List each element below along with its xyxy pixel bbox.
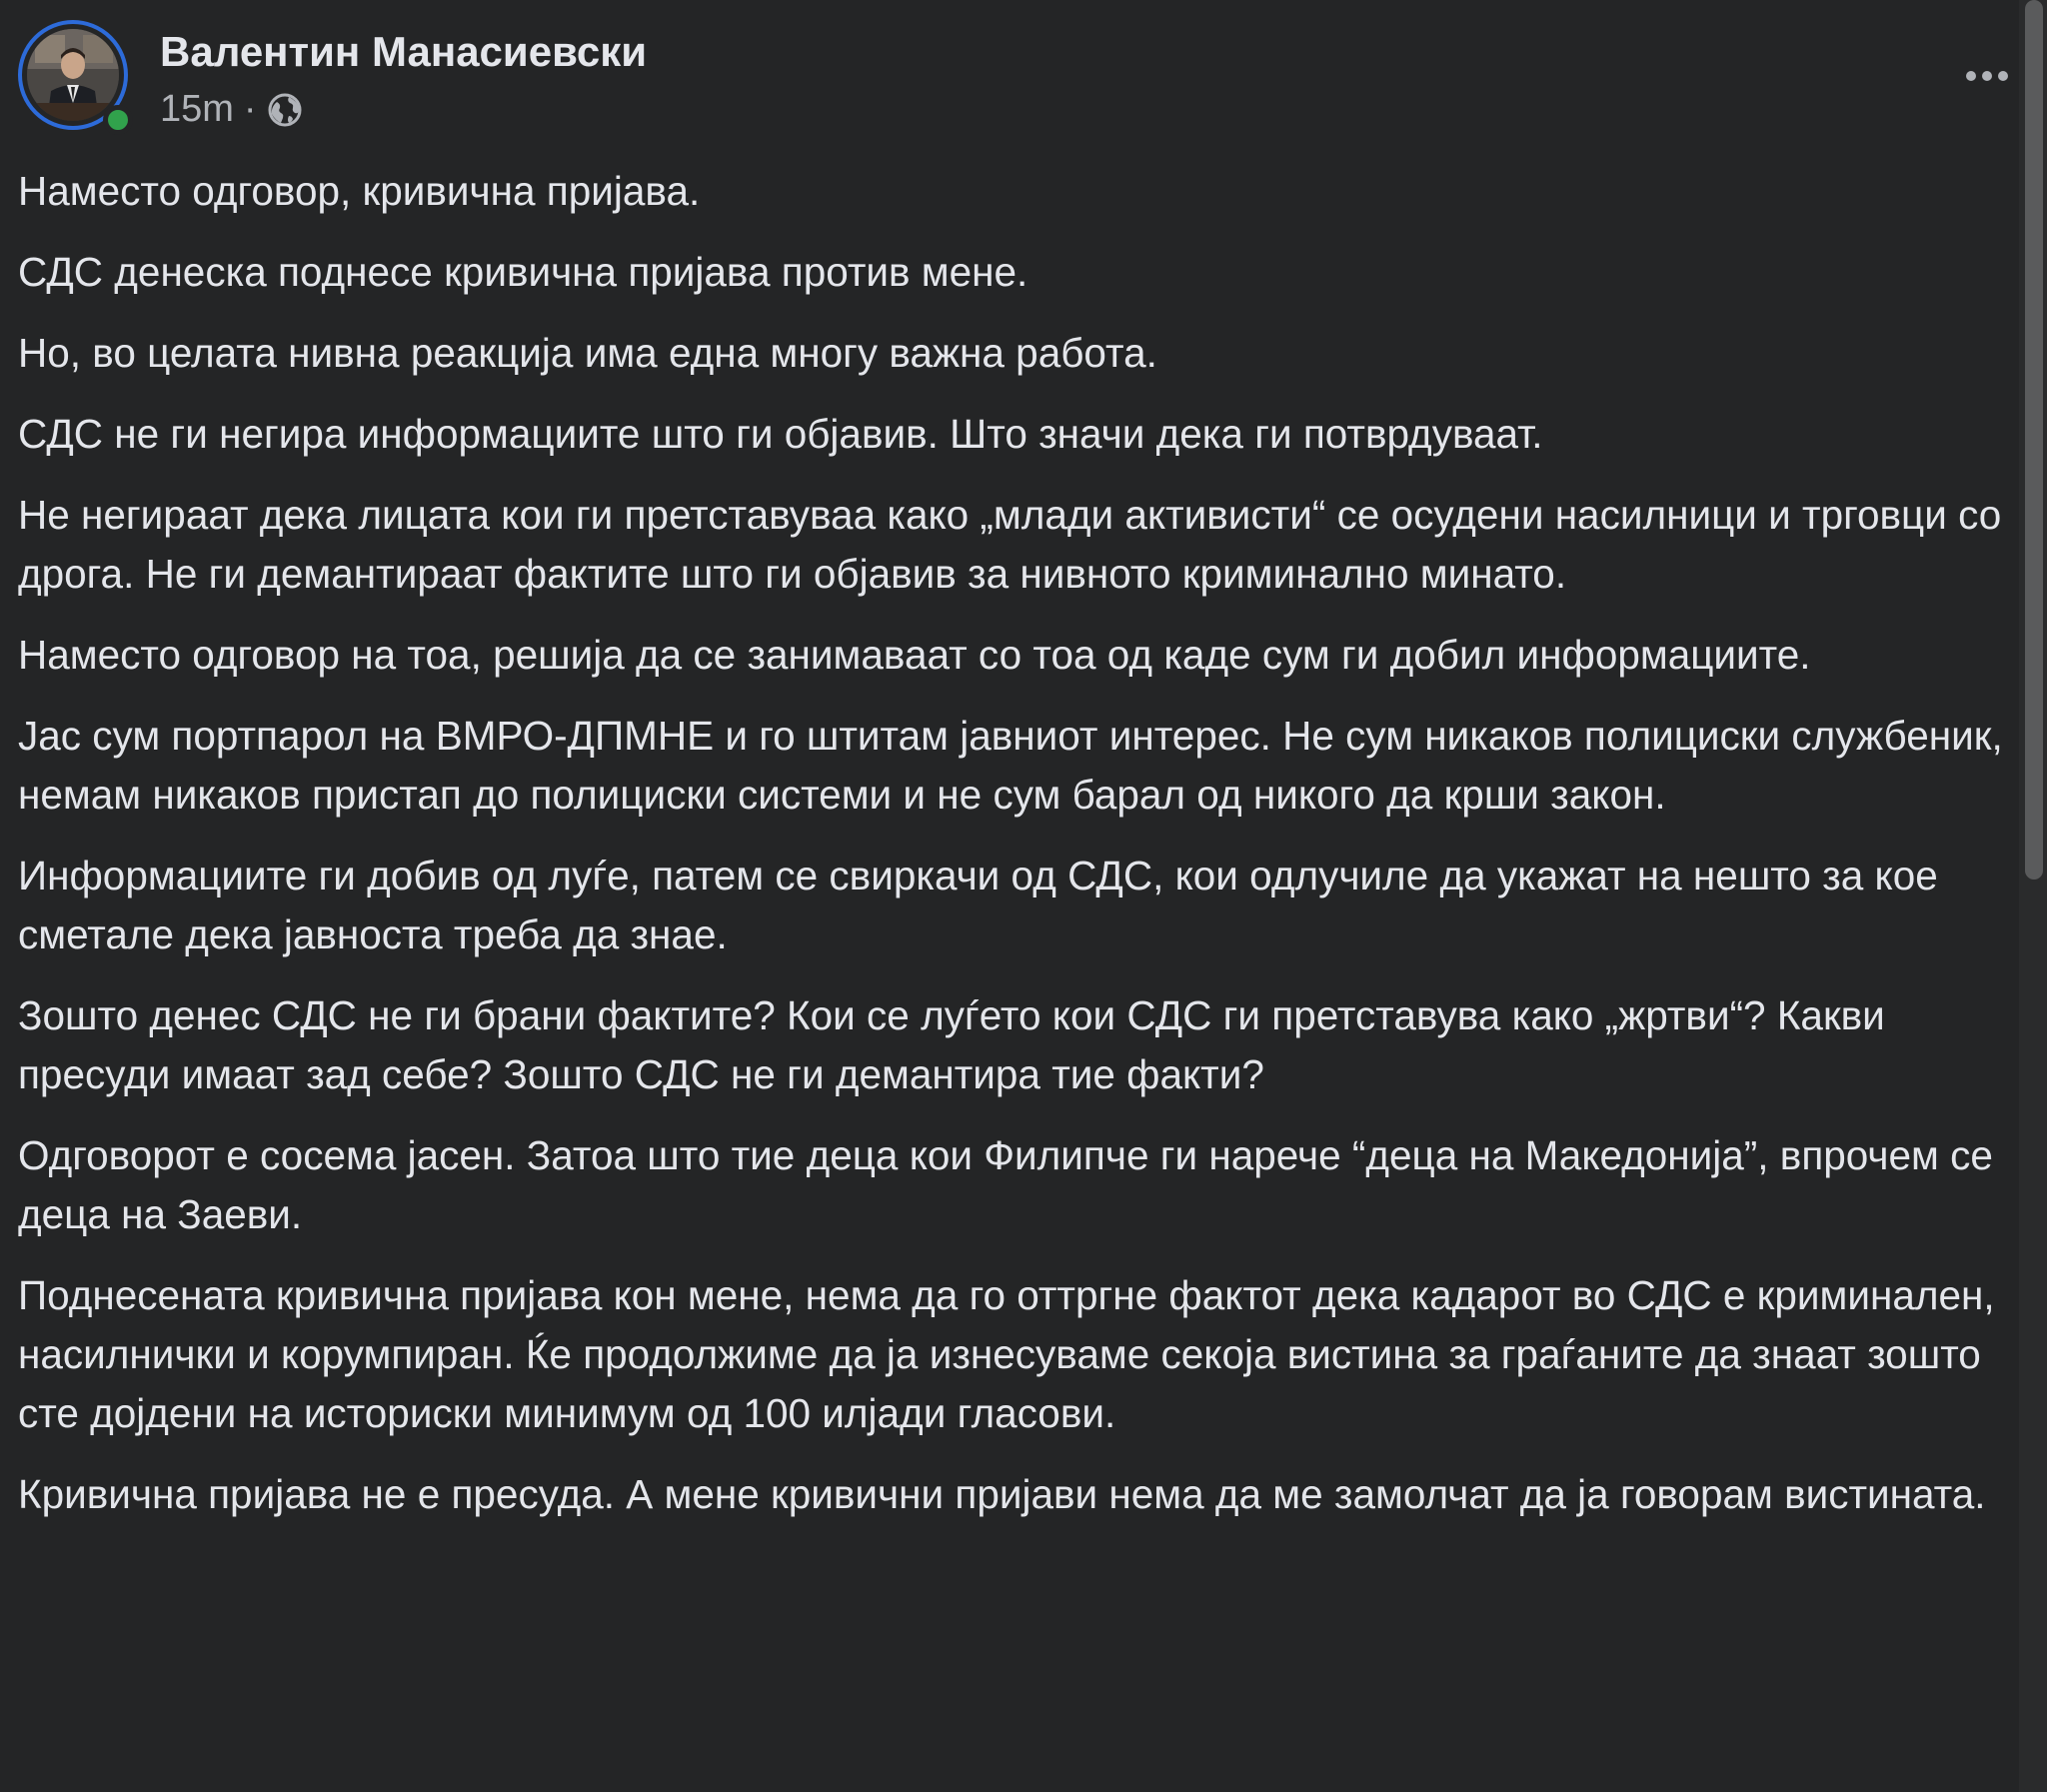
author-avatar[interactable] bbox=[18, 20, 136, 138]
author-name[interactable]: Валентин Манасиевски bbox=[160, 28, 648, 75]
post-text bbox=[18, 162, 2019, 1546]
avatar-image bbox=[27, 29, 119, 121]
post-paragraph: Информациите ги добив од луѓе, патем се свиркачи од СДС, кои одлучиле да укажат на нешто за кое сметале дека јавноста треба да знае. bbox=[18, 853, 1938, 957]
online-status-dot bbox=[103, 105, 133, 135]
post-paragraph: Поднесената кривична пријава кон мене, нема да го оттргне фактот дека кадарот во СДС е криминален, насилнички и корумпиран. Ќе продолжиме да ја изнесуваме секоја вистина за граѓаните да знаат зошто сте дојдени на историски минимум од 100 илјади гласови. bbox=[18, 1272, 1995, 1436]
post-header bbox=[18, 20, 2017, 140]
post-paragraph: Наместо одговор на тоа, решија да се занимаваат со тоа од каде сум ги добил информациите. bbox=[18, 632, 1811, 678]
more-horizontal-icon bbox=[1966, 71, 2008, 81]
post-paragraph: Но, во целата нивна реакција има една многу важна работа. bbox=[18, 330, 1157, 376]
post-paragraph: Јас сум портпарол на ВМРО-ДПМНЕ и го штитам јавниот интерес. Не сум никаков полициски службеник, немам никаков пристап до полициски системи и не сум барал од никого да крши закон. bbox=[18, 713, 2003, 818]
post-paragraph: Зошто денес СДС не ги брани фактите? Кои се луѓето кои СДС ги претставува како „жртви“? Какви пресуди имаат зад себе? Зошто СДС не ги демантира тие факти? bbox=[18, 992, 1885, 1097]
globe-icon[interactable] bbox=[267, 92, 303, 128]
post-time[interactable]: 15m bbox=[160, 88, 234, 130]
post-meta bbox=[160, 88, 303, 131]
post-paragraph: Кривична пријава не е пресуда. А мене кривични пријави нема да ме замолчат да ја говорам вистината. bbox=[18, 1471, 1986, 1517]
scrollbar-track[interactable] bbox=[2019, 0, 2047, 1792]
meta-separator: · bbox=[243, 88, 257, 130]
post-paragraph: СДС денеска поднесе кривична пријава против мене. bbox=[18, 249, 1028, 295]
avatar-photo bbox=[27, 29, 119, 121]
more-options-button[interactable] bbox=[1957, 56, 2017, 96]
scrollbar-thumb[interactable] bbox=[2025, 0, 2043, 880]
post-paragraph: СДС не ги негира информациите што ги објавив. Што значи дека ги потврдуваат. bbox=[18, 411, 1543, 457]
post-paragraph: Не негираат дека лицата кои ги претставуваа како „млади активисти“ се осудени насилници и трговци со дрога. Не ги демантираат фактите што ги објавив за нивното криминално минато. bbox=[18, 492, 2002, 597]
post-paragraph: Наместо одговор, кривична пријава. bbox=[18, 168, 701, 214]
post-paragraph: Одговорот е сосема јасен. Затоа што тие деца кои Филипче ги нарече “деца на Македонија”, впрочем се деца на Заеви. bbox=[18, 1132, 1993, 1237]
